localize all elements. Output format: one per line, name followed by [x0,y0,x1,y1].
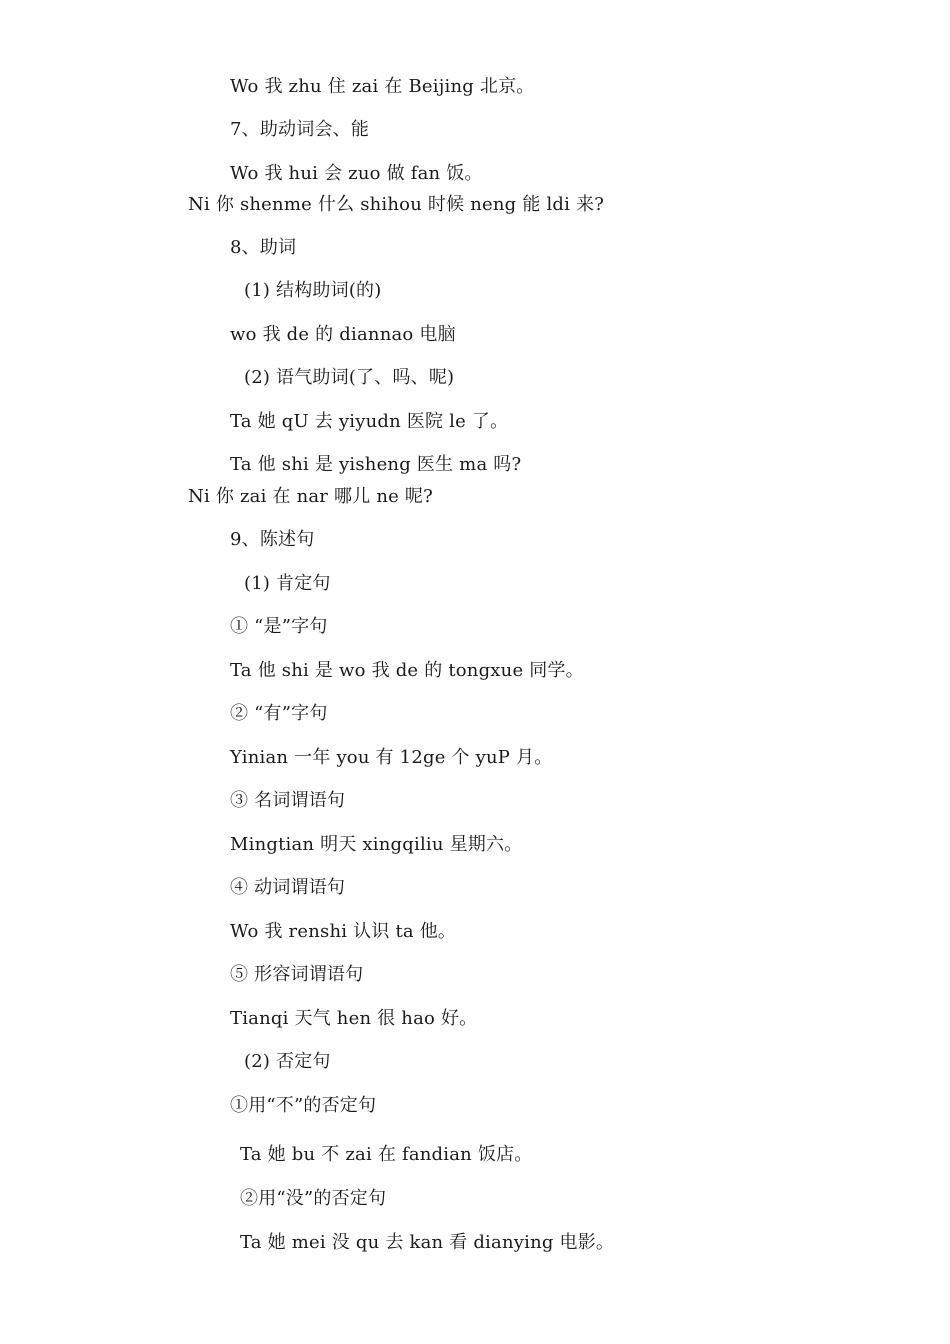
list-heading: ⑤ 形容词谓语句 [230,964,364,985]
subsection-heading: (2) 语气助词(了、吗、呢) [244,367,455,388]
subsection-heading: (1) 肯定句 [244,573,331,594]
text-line: Tianqi 天气 hen 很 hao 好。 [230,1008,478,1029]
list-heading: ④ 动词谓语句 [230,877,346,898]
section-heading: 9、陈述句 [230,529,315,550]
section-heading: 8、助词 [230,237,297,258]
text-line: Wo 我 hui 会 zuo 做 fan 饭。 [230,163,483,184]
list-heading: ③ 名词谓语句 [230,790,346,811]
text-line: Wo 我 renshi 认识 ta 他。 [230,921,457,942]
subsection-heading: (2) 否定句 [244,1051,331,1072]
text-line: Ta 他 shi 是 yisheng 医生 ma 吗? [230,454,522,475]
text-line: Mingtian 明天 xingqiliu 星期六。 [230,834,523,855]
text-line: Wo 我 zhu 住 zai 在 Beijing 北京。 [230,76,535,97]
text-line: Ta 她 mei 没 qu 去 kan 看 dianying 电影。 [240,1232,615,1253]
text-line: wo 我 de 的 diannao 电脑 [230,324,456,345]
text-line: Yinian 一年 you 有 12ge 个 yuP 月。 [230,747,553,768]
text-line: Ni 你 shenme 什么 shihou 时候 neng 能 ldi 来? [188,194,605,215]
text-line: Ni 你 zai 在 nar 哪儿 ne 呢? [188,486,433,507]
section-heading: 7、助动词会、能 [230,119,370,140]
list-heading: ②用“没”的否定句 [240,1188,387,1209]
text-line: Ta 他 shi 是 wo 我 de 的 tongxue 同学。 [230,660,584,681]
text-line: Ta 她 bu 不 zai 在 fandian 饭店。 [240,1144,533,1165]
list-heading: ①用“不”的否定句 [230,1095,377,1116]
list-heading: ② “有”字句 [230,703,328,724]
text-line: Ta 她 qU 去 yiyudn 医院 le 了。 [230,411,509,432]
subsection-heading: (1) 结构助词(的) [244,280,382,301]
list-heading: ① “是”字句 [230,616,328,637]
